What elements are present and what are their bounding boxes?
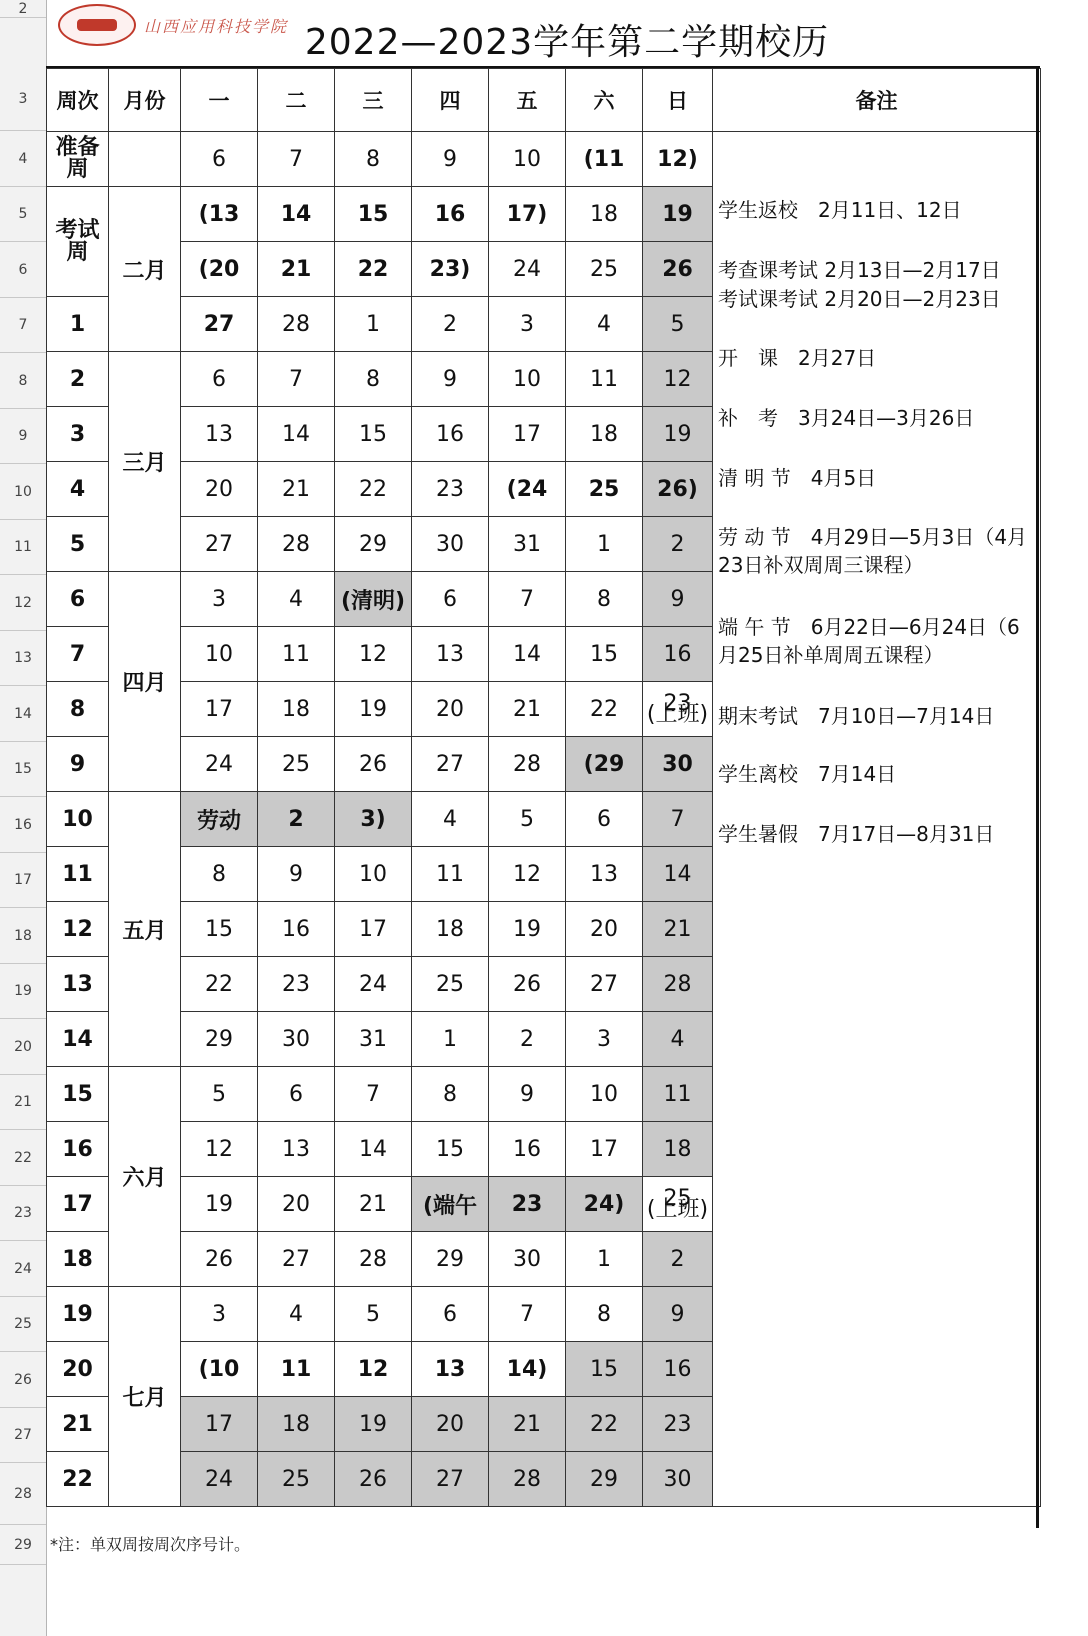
row-number: 28 — [0, 1463, 46, 1525]
day-cell: 27 — [412, 737, 489, 792]
day-cell: 6 — [181, 352, 258, 407]
day-cell: 21 — [258, 462, 335, 517]
note-item: 学生暑假 7月17日—8月31日 — [718, 822, 995, 846]
week-cell: 准备周 — [47, 132, 109, 187]
day-cell: 31 — [335, 1012, 412, 1067]
day-cell: 10 — [181, 627, 258, 682]
week-cell: 12 — [47, 902, 109, 957]
day-cell: 24 — [181, 737, 258, 792]
row-number: 11 — [0, 520, 46, 575]
day-cell: 21 — [489, 682, 566, 737]
day-cell: 17 — [181, 1397, 258, 1452]
row-number: 25 — [0, 1297, 46, 1352]
day-cell: 18 — [258, 682, 335, 737]
day-cell: 8 — [335, 352, 412, 407]
row-number: 3 — [0, 68, 46, 131]
day-cell: 9 — [643, 1287, 713, 1342]
day-cell: (13 — [181, 187, 258, 242]
day-cell: 26 — [335, 1452, 412, 1507]
day-cell: (11 — [566, 132, 643, 187]
day-cell: 7 — [489, 1287, 566, 1342]
day-cell: 12) — [643, 132, 713, 187]
day-cell: 23 — [412, 462, 489, 517]
day-cell: 24) — [566, 1177, 643, 1232]
day-cell: 18 — [643, 1122, 713, 1177]
day-cell: 6 — [258, 1067, 335, 1122]
day-cell: 12 — [643, 352, 713, 407]
month-cell — [109, 132, 181, 187]
table-right-border — [1036, 68, 1039, 1528]
day-cell: 9 — [258, 847, 335, 902]
day-cell: (10 — [181, 1342, 258, 1397]
day-cell: 27 — [258, 1232, 335, 1287]
day-cell: 13 — [412, 1342, 489, 1397]
day-cell: 8 — [566, 572, 643, 627]
day-cell: 27 — [181, 517, 258, 572]
day-cell: 17 — [335, 902, 412, 957]
footer-note: *注：单双周按周次序号计。 — [50, 1535, 251, 1554]
day-cell: 19 — [335, 682, 412, 737]
day-cell: 4 — [566, 297, 643, 352]
row-number: 8 — [0, 353, 46, 409]
week-cell: 14 — [47, 1012, 109, 1067]
header-week: 周次 — [47, 69, 109, 132]
day-cell: 30 — [258, 1012, 335, 1067]
day-cell: 8 — [566, 1287, 643, 1342]
row-number: 21 — [0, 1075, 46, 1130]
day-cell: 10 — [566, 1067, 643, 1122]
day-cell: 26) — [643, 462, 713, 517]
day-cell: 23 — [258, 957, 335, 1012]
day-cell: 21 — [258, 242, 335, 297]
header-notes: 备注 — [713, 69, 1041, 132]
day-cell: 3 — [181, 1287, 258, 1342]
month-cell: 二月 — [109, 187, 181, 352]
day-cell: 13 — [412, 627, 489, 682]
header-mon: 一 — [181, 69, 258, 132]
day-cell: 7 — [258, 352, 335, 407]
day-cell: 11 — [258, 1342, 335, 1397]
week-cell: 4 — [47, 462, 109, 517]
day-cell: 11 — [643, 1067, 713, 1122]
day-cell: (24 — [489, 462, 566, 517]
day-cell: 23 — [643, 1397, 713, 1452]
row-number: 20 — [0, 1019, 46, 1075]
header-sat: 六 — [566, 69, 643, 132]
day-cell: 11 — [258, 627, 335, 682]
day-cell: 18 — [566, 407, 643, 462]
day-cell: 25 (上班) — [643, 1177, 713, 1232]
week-cell: 17 — [47, 1177, 109, 1232]
week-cell: 考试周 — [47, 187, 109, 297]
note-item: 学生离校 7月14日 — [718, 762, 897, 786]
day-cell: 1 — [566, 1232, 643, 1287]
day-cell: 6 — [412, 1287, 489, 1342]
note-item: 学生返校 2月11日、12日 — [718, 198, 962, 222]
note-item: 期末考试 7月10日—7月14日 — [718, 704, 995, 728]
week-cell: 9 — [47, 737, 109, 792]
day-cell: 20 — [412, 682, 489, 737]
row-number: 9 — [0, 409, 46, 464]
day-cell: 21 — [643, 902, 713, 957]
day-cell: 10 — [489, 352, 566, 407]
day-cell: 16 — [412, 187, 489, 242]
week-row — [47, 132, 1041, 187]
day-cell: 14) — [489, 1342, 566, 1397]
day-cell: 16 — [489, 1122, 566, 1177]
day-cell: 4 — [643, 1012, 713, 1067]
day-cell: 10 — [335, 847, 412, 902]
row-number: 13 — [0, 631, 46, 686]
day-cell: 9 — [412, 132, 489, 187]
week-cell: 1 — [47, 297, 109, 352]
day-cell: 5 — [489, 792, 566, 847]
row-number: 7 — [0, 298, 46, 353]
row-number: 22 — [0, 1130, 46, 1186]
row-number: 14 — [0, 686, 46, 742]
week-cell: 10 — [47, 792, 109, 847]
row-number: 29 — [0, 1525, 46, 1565]
day-cell: 29 — [335, 517, 412, 572]
day-cell: 12 — [335, 627, 412, 682]
day-cell: 24 — [181, 1452, 258, 1507]
day-cell: 23 — [489, 1177, 566, 1232]
day-cell: 2 — [643, 1232, 713, 1287]
header-tue: 二 — [258, 69, 335, 132]
row-number: 5 — [0, 187, 46, 242]
day-cell: 5 — [643, 297, 713, 352]
day-cell: 8 — [335, 132, 412, 187]
note-item: 清 明 节 4月5日 — [718, 466, 877, 490]
day-cell: 3) — [335, 792, 412, 847]
day-cell: (20 — [181, 242, 258, 297]
day-cell: 18 — [258, 1397, 335, 1452]
week-cell: 13 — [47, 957, 109, 1012]
day-cell: 3 — [489, 297, 566, 352]
day-cell: 14 — [258, 187, 335, 242]
day-cell: 27 — [566, 957, 643, 1012]
month-cell: 四月 — [109, 572, 181, 792]
day-cell: 13 — [181, 407, 258, 462]
header-wed: 三 — [335, 69, 412, 132]
day-cell: 6 — [412, 572, 489, 627]
day-cell: 28 — [335, 1232, 412, 1287]
day-cell: 3 — [566, 1012, 643, 1067]
school-name-logo: 山西应用科技学院 — [144, 16, 289, 36]
day-cell: 13 — [258, 1122, 335, 1177]
week-cell: 8 — [47, 682, 109, 737]
day-cell: 25 — [566, 462, 643, 517]
day-cell: 20 — [181, 462, 258, 517]
page-title: 2022—2023学年第二学期校历 — [304, 22, 830, 63]
day-cell: 22 — [181, 957, 258, 1012]
day-cell: 14 — [489, 627, 566, 682]
week-cell: 18 — [47, 1232, 109, 1287]
day-cell: 15 — [412, 1122, 489, 1177]
header-fri: 五 — [489, 69, 566, 132]
day-cell: 25 — [258, 737, 335, 792]
day-cell: 5 — [181, 1067, 258, 1122]
row-number: 15 — [0, 742, 46, 797]
day-cell: 16 — [258, 902, 335, 957]
day-cell: 2 — [489, 1012, 566, 1067]
row-number: 24 — [0, 1241, 46, 1297]
day-cell: 9 — [412, 352, 489, 407]
day-cell: 23 (上班) — [643, 682, 713, 737]
day-cell: 31 — [489, 517, 566, 572]
day-cell: 劳动 — [181, 792, 258, 847]
day-cell: 5 — [335, 1287, 412, 1342]
day-cell: 11 — [412, 847, 489, 902]
row-number: 26 — [0, 1352, 46, 1408]
day-cell: 9 — [489, 1067, 566, 1122]
day-cell: 14 — [643, 847, 713, 902]
note-item: 开 课 2月27日 — [718, 346, 877, 370]
day-cell: 28 — [258, 517, 335, 572]
day-cell: 12 — [489, 847, 566, 902]
day-cell: 4 — [412, 792, 489, 847]
day-cell: 17 — [181, 682, 258, 737]
day-cell: 30 — [412, 517, 489, 572]
month-cell: 六月 — [109, 1067, 181, 1287]
day-cell: 16 — [643, 627, 713, 682]
day-cell: 14 — [335, 1122, 412, 1177]
week-cell: 20 — [47, 1342, 109, 1397]
week-cell: 7 — [47, 627, 109, 682]
day-cell: 15 — [335, 407, 412, 462]
month-cell: 五月 — [109, 792, 181, 1067]
day-cell: 17 — [566, 1122, 643, 1177]
day-cell: 21 — [489, 1397, 566, 1452]
day-cell: 7 — [258, 132, 335, 187]
day-cell: 22 — [335, 242, 412, 297]
day-cell: 26 — [335, 737, 412, 792]
day-cell: 27 — [181, 297, 258, 352]
day-cell: 6 — [181, 132, 258, 187]
day-cell: 17) — [489, 187, 566, 242]
day-cell: 9 — [643, 572, 713, 627]
day-cell: 15 — [566, 1342, 643, 1397]
header-sun: 日 — [643, 69, 713, 132]
week-cell: 6 — [47, 572, 109, 627]
day-cell: 1 — [412, 1012, 489, 1067]
day-cell: 29 — [181, 1012, 258, 1067]
row-number: 17 — [0, 853, 46, 908]
day-cell: 16 — [643, 1342, 713, 1397]
row-number: 12 — [0, 575, 46, 631]
day-cell: 7 — [643, 792, 713, 847]
day-cell: 22 — [566, 682, 643, 737]
day-cell: 28 — [643, 957, 713, 1012]
day-cell: 4 — [258, 1287, 335, 1342]
day-cell: 25 — [412, 957, 489, 1012]
day-cell: 4 — [258, 572, 335, 627]
week-cell: 21 — [47, 1397, 109, 1452]
row-number: 16 — [0, 797, 46, 853]
note-item: 端 午 节 6月22日—6月24日（6月25日补单周周五课程） — [718, 615, 1020, 667]
row-number: 19 — [0, 964, 46, 1019]
day-cell: 18 — [566, 187, 643, 242]
day-cell: 11 — [566, 352, 643, 407]
day-cell: 14 — [258, 407, 335, 462]
week-cell: 11 — [47, 847, 109, 902]
day-cell: 19 — [335, 1397, 412, 1452]
week-cell: 19 — [47, 1287, 109, 1342]
title-area — [46, 0, 1088, 70]
day-cell: 27 — [412, 1452, 489, 1507]
day-cell: 12 — [181, 1122, 258, 1177]
note-item: 考查课考试 2月13日—2月17日 — [718, 258, 1001, 282]
day-cell: 30 — [643, 1452, 713, 1507]
row-number: 4 — [0, 131, 46, 187]
day-cell: 18 — [412, 902, 489, 957]
week-cell: 15 — [47, 1067, 109, 1122]
week-cell: 5 — [47, 517, 109, 572]
day-cell: 25 — [566, 242, 643, 297]
day-cell: 28 — [489, 737, 566, 792]
day-cell: 2 — [412, 297, 489, 352]
day-cell: 24 — [489, 242, 566, 297]
month-cell: 三月 — [109, 352, 181, 572]
week-cell: 22 — [47, 1452, 109, 1507]
week-cell: 3 — [47, 407, 109, 462]
day-cell: 26 — [643, 242, 713, 297]
week-cell: 2 — [47, 352, 109, 407]
day-cell: 1 — [335, 297, 412, 352]
day-cell: 2 — [258, 792, 335, 847]
day-cell: 22 — [566, 1397, 643, 1452]
note-item: 补 考 3月24日—3月26日 — [718, 406, 975, 430]
day-cell: 20 — [566, 902, 643, 957]
day-cell: 17 — [489, 407, 566, 462]
header-row — [47, 69, 1041, 132]
day-cell: 10 — [489, 132, 566, 187]
day-cell: 15 — [181, 902, 258, 957]
day-cell: 22 — [335, 462, 412, 517]
day-cell: 29 — [412, 1232, 489, 1287]
day-cell: 19 — [643, 407, 713, 462]
row-number-strip — [0, 0, 47, 1636]
day-cell: 13 — [566, 847, 643, 902]
day-cell: 19 — [489, 902, 566, 957]
day-cell: 25 — [258, 1452, 335, 1507]
month-cell: 七月 — [109, 1287, 181, 1507]
row-number: 18 — [0, 908, 46, 964]
day-cell: 24 — [335, 957, 412, 1012]
day-cell: 26 — [489, 957, 566, 1012]
week-cell: 16 — [47, 1122, 109, 1177]
header-thu: 四 — [412, 69, 489, 132]
row-number: 6 — [0, 242, 46, 298]
day-cell: 2 — [643, 517, 713, 572]
day-cell: 7 — [489, 572, 566, 627]
day-cell: 7 — [335, 1067, 412, 1122]
day-cell: 28 — [489, 1452, 566, 1507]
notes-cell — [713, 132, 1041, 1507]
day-cell: 8 — [181, 847, 258, 902]
note-item: 劳 动 节 4月29日—5月3日（4月23日补双周周三课程） — [718, 525, 1028, 577]
day-cell: 15 — [566, 627, 643, 682]
day-cell: 1 — [566, 517, 643, 572]
day-cell: 23) — [412, 242, 489, 297]
header-month: 月份 — [109, 69, 181, 132]
note-item: 考试课考试 2月20日—2月23日 — [718, 287, 1001, 311]
day-cell: 19 — [181, 1177, 258, 1232]
day-cell: 8 — [412, 1067, 489, 1122]
day-cell: 19 — [643, 187, 713, 242]
day-cell: 3 — [181, 572, 258, 627]
day-cell: 30 — [643, 737, 713, 792]
row-number: 2 — [0, 0, 46, 18]
row-number: 27 — [0, 1408, 46, 1463]
day-cell: (29 — [566, 737, 643, 792]
day-cell: 20 — [412, 1397, 489, 1452]
day-cell: 6 — [566, 792, 643, 847]
row-number: 23 — [0, 1186, 46, 1241]
day-cell: 26 — [181, 1232, 258, 1287]
day-cell: (端午 — [412, 1177, 489, 1232]
day-cell: 21 — [335, 1177, 412, 1232]
row-number: 10 — [0, 464, 46, 520]
day-cell: 16 — [412, 407, 489, 462]
day-cell: 20 — [258, 1177, 335, 1232]
day-cell: 30 — [489, 1232, 566, 1287]
day-cell: 29 — [566, 1452, 643, 1507]
day-cell: 12 — [335, 1342, 412, 1397]
day-cell: 28 — [258, 297, 335, 352]
day-cell: (清明) — [335, 572, 412, 627]
day-cell: 15 — [335, 187, 412, 242]
